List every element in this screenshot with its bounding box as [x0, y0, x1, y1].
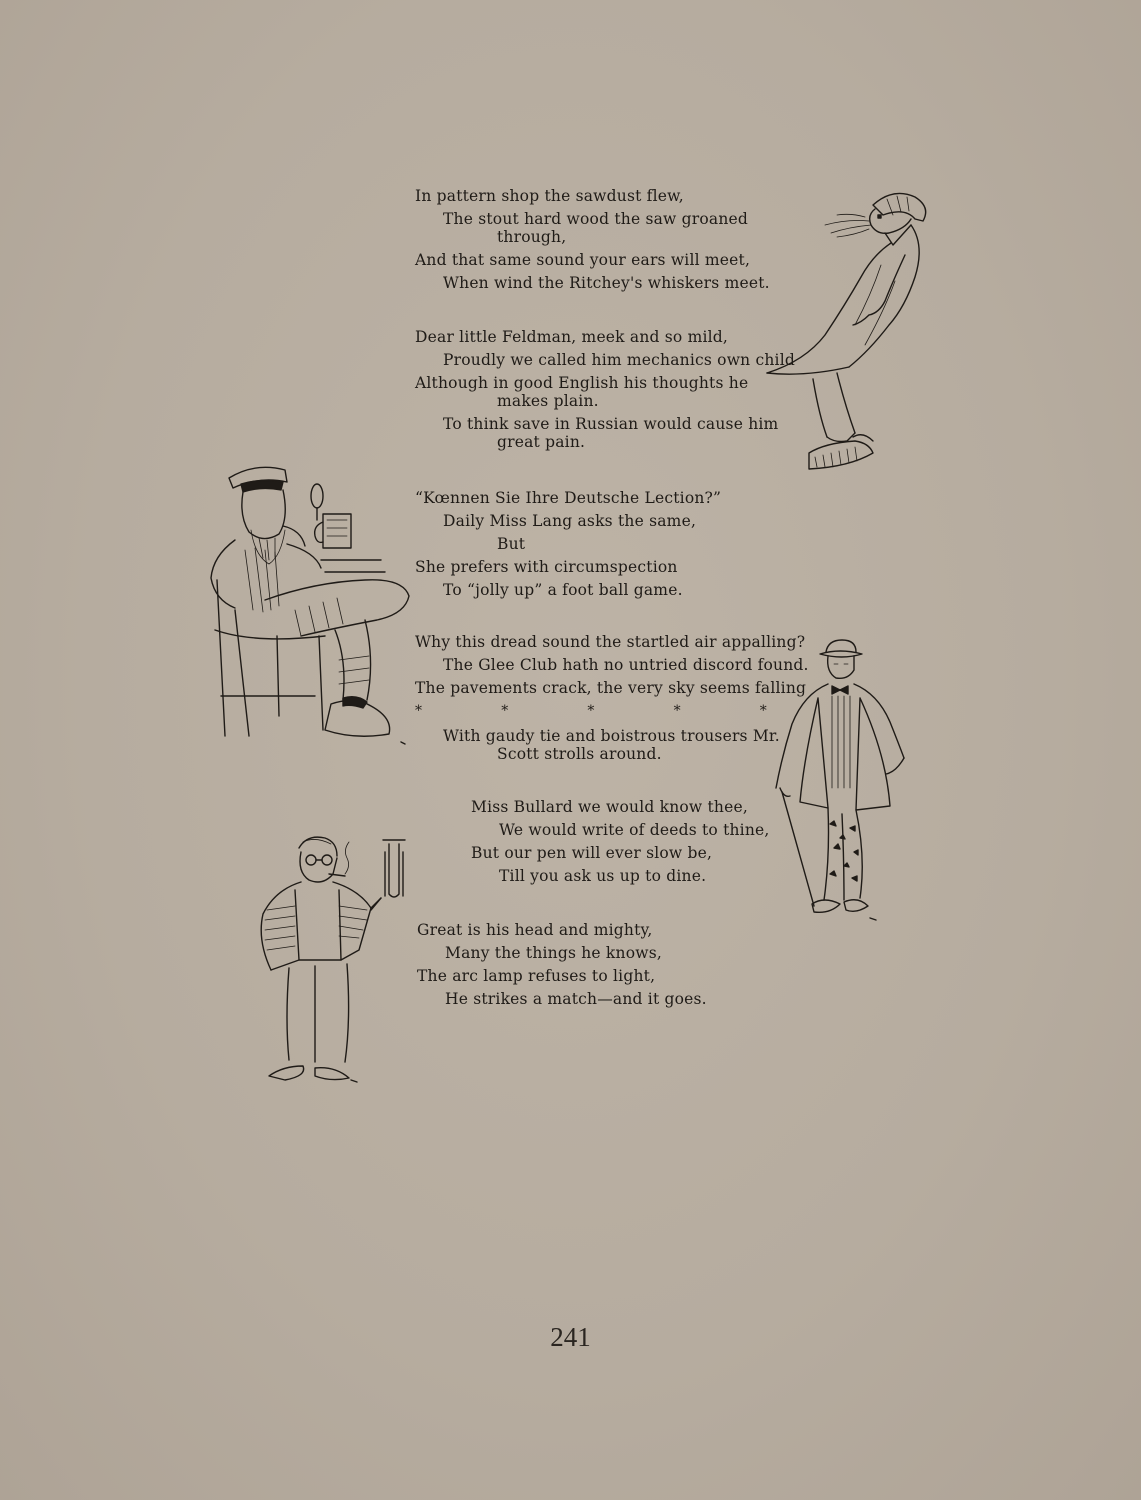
page-number: 241 [550, 1322, 591, 1352]
stanza-line: He strikes a match—and it goes. [445, 990, 707, 1008]
stanza-3 [415, 487, 721, 602]
stanza-line: Miss Bullard we would know thee, [471, 798, 748, 816]
asterisk: * [501, 703, 509, 719]
windblown-man-illustration [765, 185, 935, 480]
stanza-line: Although in good English his thoughts he [415, 374, 749, 392]
stanza-line: The arc lamp refuses to light, [417, 967, 656, 985]
stanza-4 [415, 631, 809, 766]
man-with-test-tube-illustration [255, 830, 415, 1090]
stanza-line: Till you ask us up to dine. [499, 867, 707, 885]
stanza-line: Daily Miss Lang asks the same, [443, 512, 697, 530]
stanza-line: The Glee Club hath no untried discord found. [443, 656, 809, 674]
stanza-1 [415, 185, 770, 295]
stanza-line: Dear little Feldman, meek and so mild, [415, 328, 729, 346]
asterisk: * [415, 703, 423, 719]
man-with-cane-illustration [770, 638, 915, 928]
stanza-line: But our pen will ever slow be, [471, 844, 713, 862]
asterisk: * [759, 703, 767, 719]
stanza-line: Proudly we called him mechanics own child [443, 351, 795, 369]
stanza-2 [415, 326, 795, 454]
stanza-line: Great is his head and mighty, [417, 921, 653, 939]
stanza-line: With gaudy tie and boistrous trousers Mr. [443, 727, 780, 745]
stanza-5 [471, 796, 770, 888]
stanza-line: We would write of deeds to thine, [499, 821, 770, 839]
asterisk: * [587, 703, 595, 719]
asterism [415, 700, 767, 723]
stanza-line: And that same sound your ears will meet, [415, 251, 751, 269]
stanza-line: great pain. [497, 433, 586, 451]
stanza-line: But [497, 535, 526, 553]
stanza-line: Many the things he knows, [445, 944, 662, 962]
stanza-6 [417, 919, 707, 1011]
stanza-line: To “jolly up” a foot ball game. [443, 581, 683, 599]
stanza-line: She prefers with circumspection [415, 558, 678, 576]
stanza-line: “Kœnnen Sie Ihre Deutsche Lection?” [415, 489, 722, 507]
seated-man-with-stein-illustration [205, 460, 415, 750]
stanza-line: When wind the Ritchey's whiskers meet. [443, 274, 770, 292]
stanza-line: Scott strolls around. [497, 745, 662, 763]
asterisk: * [673, 703, 681, 719]
stanza-line: makes plain. [497, 392, 599, 410]
stanza-line: To think save in Russian would cause him [443, 415, 779, 433]
stanza-line: through, [497, 228, 567, 246]
stanza-line: Why this dread sound the startled air appalling? [415, 633, 806, 651]
stanza-line: The pavements crack, the very sky seems falling [415, 679, 807, 697]
stanza-line: The stout hard wood the saw groaned [443, 210, 749, 228]
stanza-line: In pattern shop the sawdust flew, [415, 187, 684, 205]
